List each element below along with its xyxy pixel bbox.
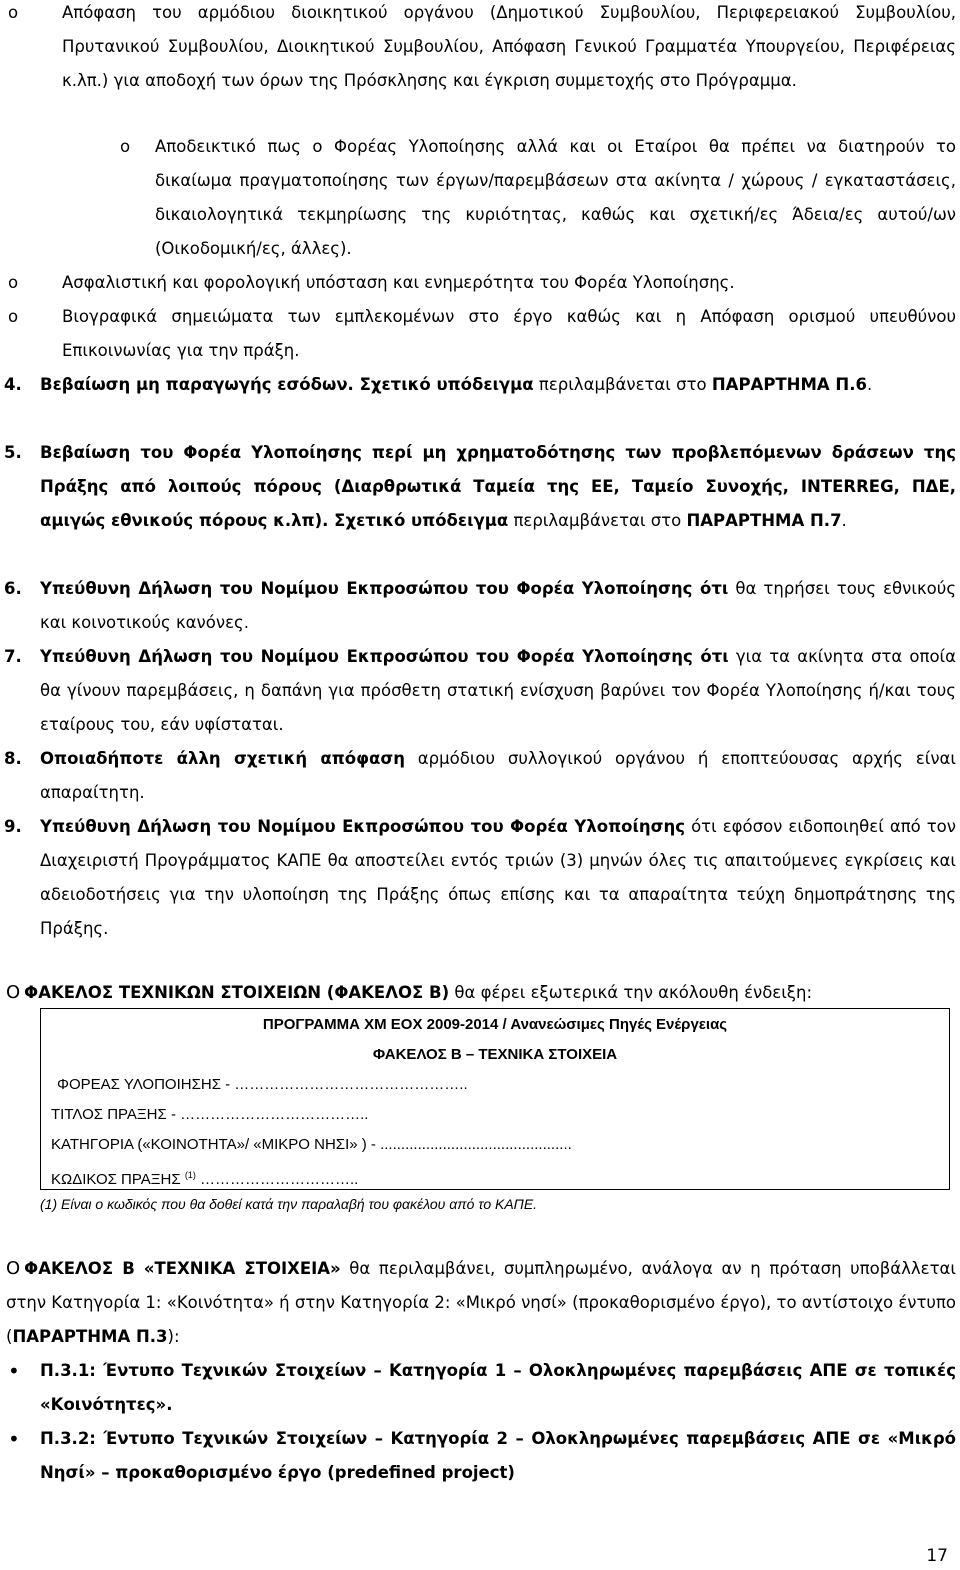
bullet-icon: • [8, 1359, 20, 1383]
folder-b-description: O ΦΑΚΕΛΟΣ Β «ΤΕΧΝΙΚΑ ΣΤΟΙΧΕΙΑ» θα περιλαμβάνει, συμπληρωμένο, ανάλογα αν η πρόταση υποβάλλεται στην Κατηγορία 1: «Κοινότητα» ή στην Κατηγορία 2: «Μικρό νησί» (προκαθορισμένο έργο), το αντίστοιχο έντυπο (ΠΑΡΑΡΤΗΜΑ Π.3): [6, 1252, 956, 1354]
item-number: 5. [4, 443, 22, 462]
item-number: 6. [4, 579, 22, 598]
numbered-item: Υπεύθυνη Δήλωση του Νομίμου Εκπροσώπου του Φορέα Υλοποίησης ότι για τα ακίνητα στα οποία θα γίνουν παρεμβάσεις, η δαπάνη για πρόσθετη στατική ενίσχυση βαρύνει τον Φορέα Υλοποίησης ή/και τους εταίρους του, εάν υφίσταται. [40, 647, 956, 734]
footnote: (1) Είναι ο κωδικός που θα δοθεί κατά την παραλαβή του φακέλου από το ΚΑΠΕ. [40, 1196, 538, 1212]
label-program-title: ΠΡΟΓΡΑΜΜΑ ΧΜ ΕΟΧ 2009-2014 / Ανανεώσιμες Πηγές Ενέργειας [262, 1016, 728, 1033]
sub-item-marker: o [120, 137, 131, 156]
item-number: 8. [4, 749, 22, 768]
bullet-item: Π.3.2: Έντυπο Τεχνικών Στοιχείων – Κατηγορία 2 – Ολοκληρωμένες παρεμβάσεις ΑΠΕ σε «Μικρό Νησί» – προκαθορισμένο έργο (predefined project) [40, 1429, 956, 1482]
label-implementing-body: ΦΟΡΕΑΣ ΥΛΟΠΟΙΗΣΗΣ - ……………………………………….. [57, 1076, 468, 1093]
sub-item-text: Απόφαση του αρμόδιου διοικητικού οργάνου (Δημοτικού Συμβουλίου, Περιφερειακού Συμβουλίου, Πρυτανικού Συμβουλίου, Διοικητικού Συμβουλίου, Απόφαση Γενικού Γραμματέα Υπουργείου, Περιφέρειας κ.λπ.) για αποδοχή των όρων της Πρόσκλησης και έγκριση συμμετοχής στο Πρόγραμμα. [62, 3, 956, 90]
sub-item-text: Βιογραφικά σημειώματα των εμπλεκομένων στο έργο καθώς και η Απόφαση ορισμού υπευθύνου Επικοινωνίας για την πράξη. [62, 307, 956, 360]
circle-marker-icon: O [6, 982, 21, 1003]
numbered-item: Βεβαίωση του Φορέα Υλοποίησης περί μη χρηματοδότησης των προβλεπόμενων δράσεων της Πράξης από λοιπούς πόρους (Διαρθρωτικά Ταμεία της ΕΕ, Ταμείο Συνοχής, INTERREG, ΠΔΕ, αμιγώς εθνικούς πόρους κ.λπ). Σχετικό υπόδειγμα περιλαμβάνεται στο ΠΑΡΑΡΤΗΜΑ Π.7. [40, 443, 956, 530]
sub-item-text: Αποδεικτικό πως ο Φορέας Υλοποίησης αλλά και οι Εταίροι θα πρέπει να διατηρούν το δικαίωμα πραγματοποίησης των έργων/παρεμβάσεων στα ακίνητα / χώρους / εγκαταστάσεις, δικαιολογητικά τεκμηρίωσης της κυριότητας, καθώς και σχετική/ες Άδεια/ες αυτού/ων (Οικοδομική/ες, άλλες). [155, 137, 956, 258]
bullet-icon: • [8, 1427, 20, 1451]
item-number: 9. [4, 817, 22, 836]
item-number: 7. [4, 647, 22, 666]
label-project-code: ΚΩΔΙΚΟΣ ΠΡΑΞΗΣ $^{(1)}$ ………………………….. [51, 1170, 359, 1188]
sub-item-marker: o [8, 3, 19, 22]
page-number: 17 [926, 1546, 948, 1566]
item-number: 4. [4, 375, 22, 394]
envelope-label-box [40, 1008, 950, 1190]
folder-b-heading: O ΦΑΚΕΛΟΣ ΤΕΧΝΙΚΩΝ ΣΤΟΙΧΕΙΩΝ (ΦΑΚΕΛΟΣ Β) θα φέρει εξωτερικά την ακόλουθη ένδειξη: [6, 976, 956, 1010]
label-folder-title: ΦΑΚΕΛΟΣ Β – ΤΕΧΝΙΚΑ ΣΤΟΙΧΕΙΑ [372, 1046, 618, 1063]
bullet-item: Π.3.1: Έντυπο Τεχνικών Στοιχείων – Κατηγορία 1 – Ολοκληρωμένες παρεμβάσεις ΑΠΕ σε τοπικές «Κοινότητες». [40, 1361, 956, 1414]
numbered-item: Υπεύθυνη Δήλωση του Νομίμου Εκπροσώπου του Φορέα Υλοποίησης ότι θα τηρήσει τους εθνικούς και κοινοτικούς κανόνες. [40, 579, 956, 632]
numbered-item: Υπεύθυνη Δήλωση του Νομίμου Εκπροσώπου του Φορέα Υλοποίησης ότι εφόσον ειδοποιηθεί από τον Διαχειριστή Προγράμματος ΚΑΠΕ θα αποστείλει εντός τριών (3) μηνών όλες τις απαιτούμενες εγκρίσεις και αδειοδοτήσεις για την υλοποίηση της Πράξης όπως επίσης και τα απαραίτητα τεύχη δημοπράτησης της Πράξης. [40, 817, 956, 938]
circle-marker-icon: O [6, 1258, 21, 1279]
sub-item-text: Ασφαλιστική και φορολογική υπόσταση και ενημερότητα του Φορέα Υλοποίησης. [62, 273, 735, 292]
label-project-title: ΤΙΤΛΟΣ ΠΡΑΞΗΣ - ……………………………….. [51, 1106, 369, 1123]
label-category: ΚΑΤΗΓΟΡΙΑ («ΚΟΙΝΟΤΗΤΑ»/ «ΜΙΚΡΟ ΝΗΣΙ» ) - .............................................. [51, 1136, 572, 1153]
sub-item-marker: o [8, 273, 19, 292]
numbered-item: Βεβαίωση μη παραγωγής εσόδων. Σχετικό υπόδειγμα περιλαμβάνεται στο ΠΑΡΑΡΤΗΜΑ Π.6. [40, 375, 873, 394]
sub-item-marker: o [8, 307, 19, 326]
numbered-item: Οποιαδήποτε άλλη σχετική απόφαση αρμόδιου συλλογικού οργάνου ή εποπτεύουσας αρχής είναι απαραίτητη. [40, 749, 956, 802]
